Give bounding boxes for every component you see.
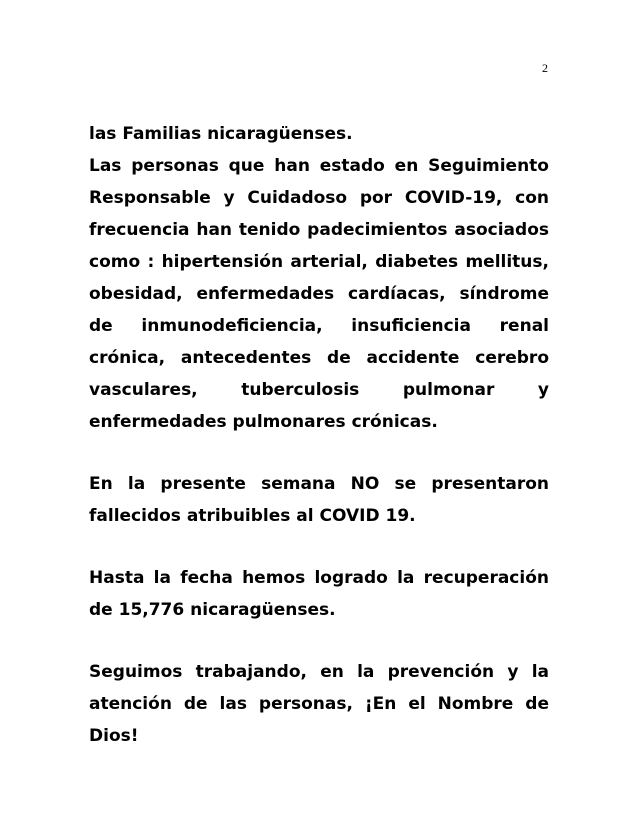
paragraph-spacer [89, 532, 549, 562]
paragraph-comorbidities: Las personas que han estado en Seguimiento Responsable y Cuidadoso por COVID-19, con frecuencia han tenido padecimientos asociados como : hipertensión arterial, diabetes mellitus, obesidad, enfermedades cardíacas, síndrome de inmunodeficiencia, insuficiencia renal crónica, antecedentes de accidente cerebro vasculares, tuberculosis pulmonar y enfermedades pulmonares crónicas. [89, 156, 549, 432]
paragraph-recoveries: Hasta la fecha hemos logrado la recuperación de 15,776 nicaragüenses. [89, 568, 549, 620]
paragraph-spacer [89, 626, 549, 656]
paragraph-closing: Seguimos trabajando, en la prevención y la atención de las personas, ¡En el Nombre de Dios! [89, 662, 549, 746]
paragraph-spacer [89, 438, 549, 468]
paragraph-families: las Familias nicaragüenses. [89, 124, 353, 144]
page-number: 2 [542, 61, 548, 75]
document-body [89, 118, 549, 752]
paragraph-deaths: En la presente semana NO se presentaron fallecidos atribuibles al COVID 19. [89, 474, 549, 526]
